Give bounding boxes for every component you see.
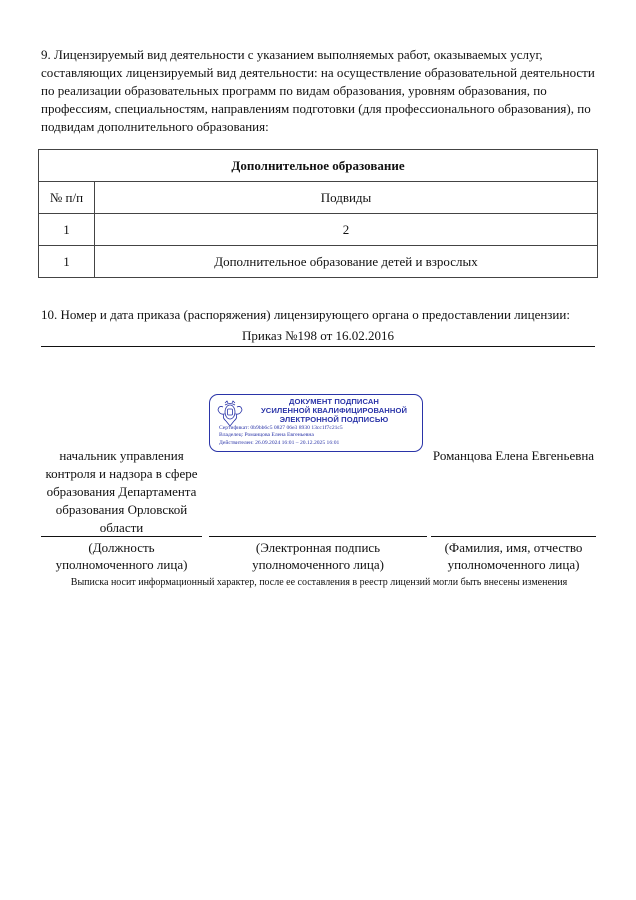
section-10-text: 10. Номер и дата приказа (распоряжения) лицензирующего органа о предоставлении лицензии: <box>41 307 570 322</box>
signature-caption: (Электронная подпись уполномоченного лица) <box>252 540 384 572</box>
position-underline <box>41 536 202 537</box>
stamp-heading <box>246 397 422 424</box>
order-number: Приказ №198 от 16.02.2016 <box>41 328 595 347</box>
stamp-line-2: УСИЛЕННОЙ КВАЛИФИЦИРОВАННОЙ <box>260 406 408 415</box>
stamp-certificate: Сертификат: 0b9bb6c5 0827 06e3 8930 13cc1f7c21c5 <box>219 425 343 431</box>
table-row <box>39 214 598 246</box>
position-caption: (Должность уполномоченного лица) <box>55 540 188 572</box>
row-number: 1 <box>39 214 95 246</box>
name-caption: (Фамилия, имя, отчество уполномоченного лица) <box>444 540 583 572</box>
stamp-owner: Владелец: Романцова Елена Евгеньевна <box>219 432 314 439</box>
signature-underline <box>209 536 427 537</box>
row-subtype: Дополнительное образование детей и взрослых <box>95 246 598 278</box>
license-table <box>38 149 598 278</box>
signer-name: Романцова Елена Евгеньевна <box>432 448 595 463</box>
signer-position: начальник управления контроля и надзора в сфере образования Департамента образования Орловской области <box>45 448 198 535</box>
row-number: 1 <box>39 246 95 278</box>
section-9-text: 9. Лицензируемый вид деятельности с указанием выполняемых работ, оказываемых услуг, составляющих лицензируемый вид деятельности: на осуществление образовательной деятельности по реализации образовательных программ по видам образования, уровням образования, по профессиям, специальностям, направлениям подготовки (для профессионального образования), по подвидам дополнительного образования: <box>41 47 595 134</box>
table-caption: Дополнительное образование <box>39 150 598 182</box>
header-number: № п/п <box>39 182 95 214</box>
stamp-validity: Действителен: 26.09.2024 16:01 – 20.12.2025 16:01 <box>219 439 340 446</box>
table-header-row <box>39 182 598 214</box>
row-subtype: 2 <box>95 214 598 246</box>
stamp-line-1: ДОКУМЕНТ ПОДПИСАН <box>288 397 380 406</box>
name-underline <box>431 536 596 537</box>
stamp-details <box>219 425 419 447</box>
footnote: Выписка носит информационный характер, после ее составления в реестр лицензий могли быть внесены изменения <box>70 577 568 588</box>
stamp-line-3: ЭЛЕКТРОННОЙ ПОДПИСЬЮ <box>279 415 389 424</box>
table-row <box>39 246 598 278</box>
table-caption-row <box>39 150 598 182</box>
electronic-signature-stamp <box>209 394 423 452</box>
header-subtypes: Подвиды <box>95 182 598 214</box>
